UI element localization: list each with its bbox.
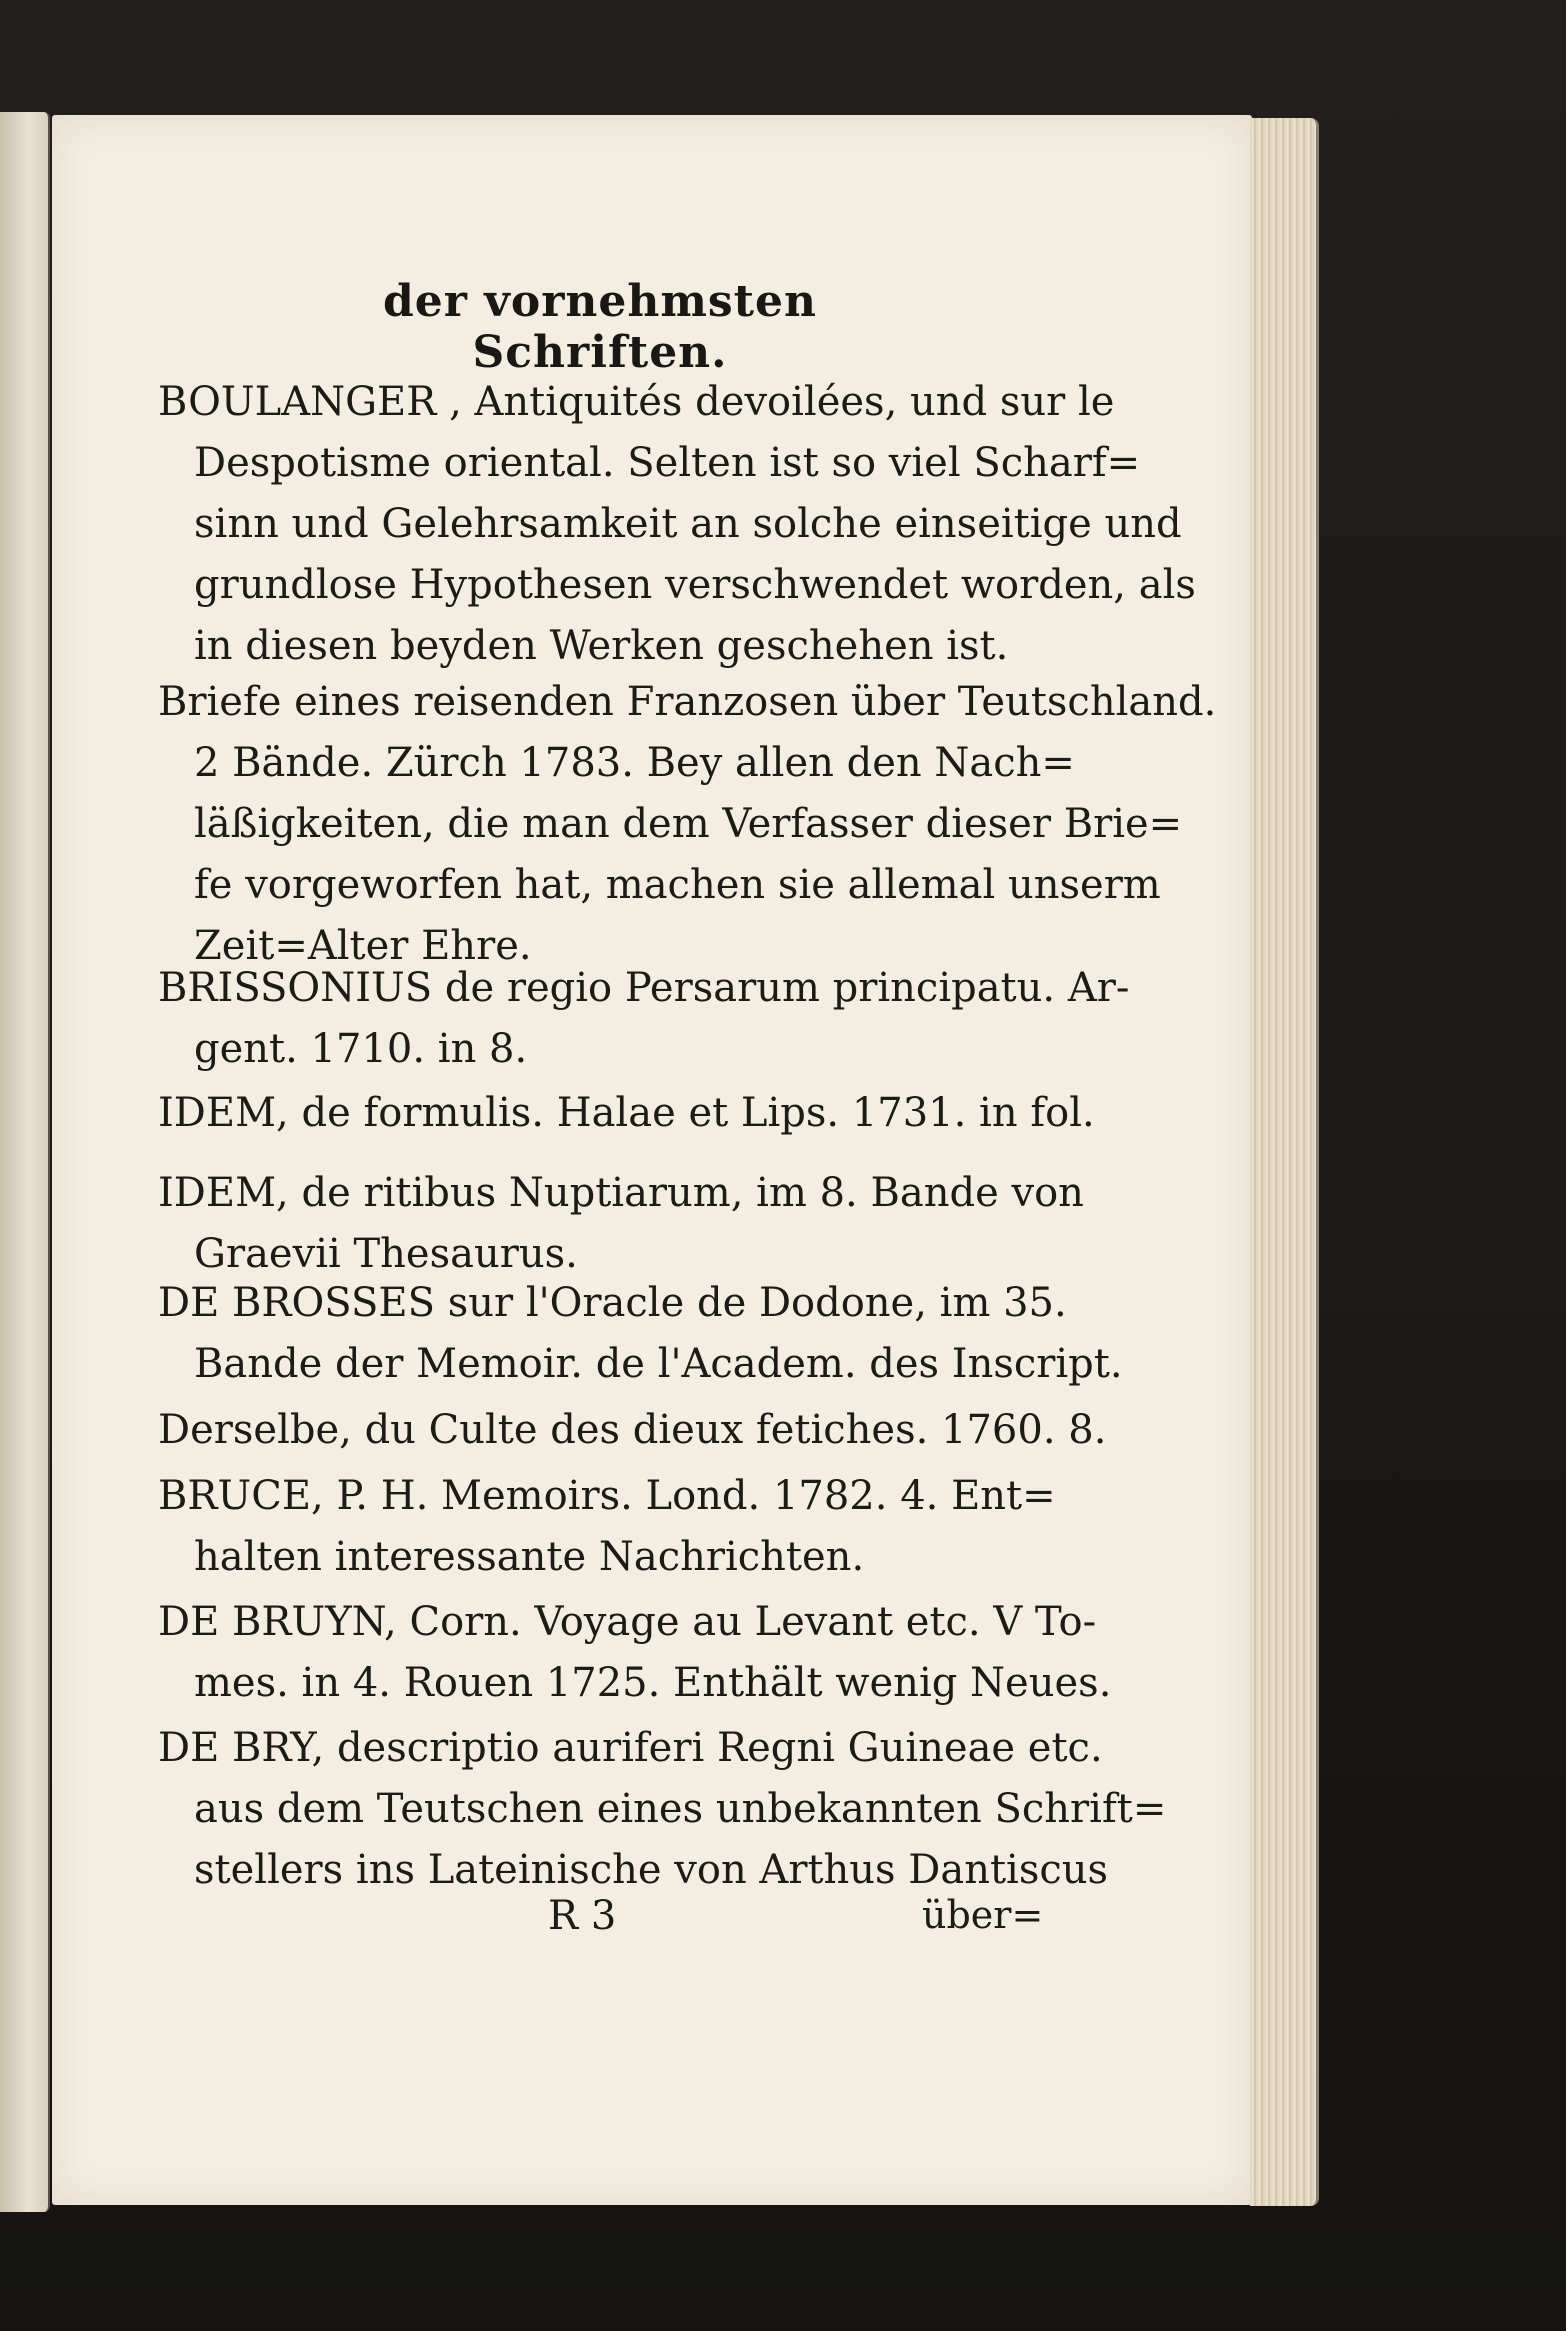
- bibliography-entry: [158, 958, 1130, 1080]
- entry-line: BOULANGER , Antiquités devoilées, und sur le: [158, 379, 1115, 425]
- entry-line: DE BRUYN, Corn. Voyage au Levant etc. V To-: [158, 1599, 1097, 1645]
- entry-line: stellers ins Lateinische von Arthus Dantiscus: [194, 1847, 1109, 1893]
- entry-line: grundlose Hypothesen verschwendet worden, als: [194, 562, 1196, 608]
- bibliography-entry: [158, 1273, 1123, 1395]
- bibliography-entry: [158, 1592, 1112, 1714]
- page-edges: [1250, 118, 1319, 2206]
- entry-line: Despotisme oriental. Selten ist so viel Scharf=: [194, 440, 1141, 486]
- entry-line: 2 Bände. Zürch 1783. Bey allen den Nach=: [194, 740, 1075, 786]
- entry-line: BRUCE, P. H. Memoirs. Lond. 1782. 4. Ent=: [158, 1473, 1056, 1519]
- entry-line: läßigkeiten, die man dem Verfasser dieser Brie=: [194, 801, 1183, 847]
- entry-line: Briefe eines reisenden Franzosen über Teutschland.: [158, 679, 1217, 725]
- entry-line: halten interessante Nachrichten.: [194, 1534, 865, 1580]
- bibliography-entry: [158, 372, 1196, 677]
- bibliography-entry: [158, 1466, 1056, 1588]
- bibliography-entry: [158, 1083, 1095, 1144]
- entry-line: DE BROSSES sur l'Oracle de Dodone, im 35.: [158, 1280, 1067, 1326]
- entry-line: IDEM, de formulis. Halae et Lips. 1731. in fol.: [158, 1090, 1095, 1136]
- entry-line: Zeit=Alter Ehre.: [194, 923, 532, 969]
- bibliography-entry: [158, 1718, 1167, 1901]
- entry-line: Graevii Thesaurus.: [194, 1231, 578, 1277]
- signature-mark: R 3: [548, 1893, 617, 1939]
- entry-line: mes. in 4. Rouen 1725. Enthält wenig Neues.: [194, 1660, 1112, 1706]
- bibliography-entry: [158, 1400, 1107, 1461]
- entry-line: Derselbe, du Culte des dieux fetiches. 1760. 8.: [158, 1407, 1107, 1453]
- entry-line: gent. 1710. in 8.: [194, 1026, 528, 1072]
- entry-line: fe vorgeworfen hat, machen sie allemal unserm: [194, 862, 1161, 908]
- running-head: der vornehmsten Schriften.: [383, 276, 817, 378]
- entry-line: DE BRY, descriptio auriferi Regni Guineae etc.: [158, 1725, 1103, 1771]
- entry-line: sinn und Gelehrsamkeit an solche einseitige und: [194, 501, 1182, 547]
- bibliography-entry: [158, 672, 1217, 977]
- bibliography-entry: [158, 1163, 1084, 1285]
- entry-line: BRISSONIUS de regio Persarum principatu. Ar-: [158, 965, 1130, 1011]
- entry-line: IDEM, de ritibus Nuptiarum, im 8. Bande von: [158, 1170, 1084, 1216]
- entry-line: Bande der Memoir. de l'Academ. des Inscript.: [194, 1341, 1123, 1387]
- catchword: über=: [922, 1893, 1044, 1937]
- entry-line: in diesen beyden Werken geschehen ist.: [194, 623, 1009, 669]
- entry-line: aus dem Teutschen eines unbekannten Schrift=: [194, 1786, 1167, 1832]
- facing-page-edge: [0, 112, 50, 2212]
